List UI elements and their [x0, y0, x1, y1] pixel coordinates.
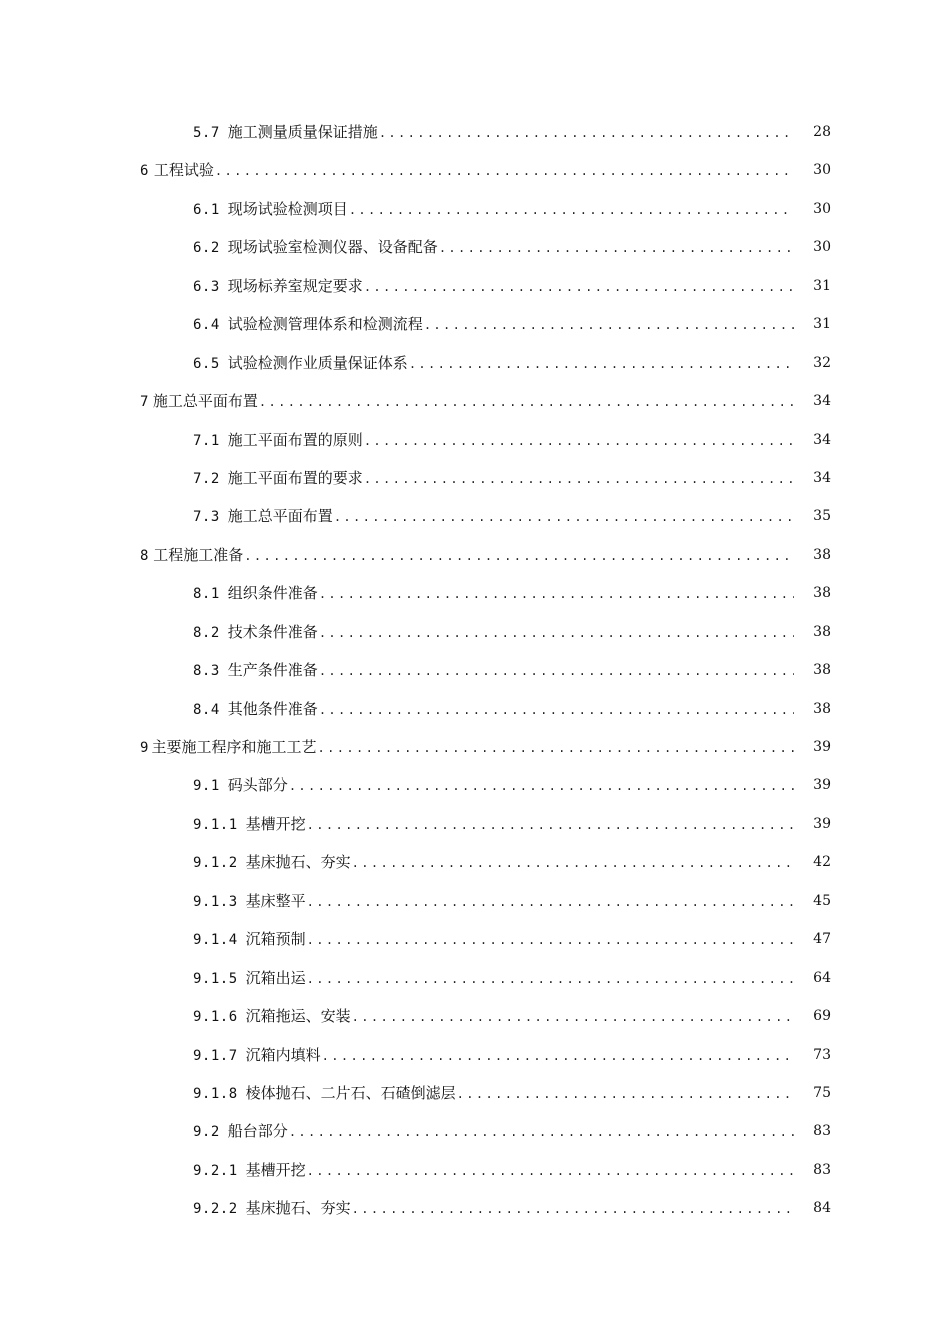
toc-section-number: 8.2	[193, 624, 220, 641]
toc-section-number: 9.1	[193, 778, 220, 795]
toc-section-number: 9.2.2	[193, 1201, 238, 1218]
toc-dot-leader	[322, 1044, 794, 1068]
toc-dot-leader	[352, 1005, 794, 1029]
toc-entry[interactable]	[0, 998, 950, 1036]
toc-entry-text	[193, 581, 794, 605]
toc-entry[interactable]	[0, 498, 950, 536]
toc-dot-leader	[352, 1197, 794, 1221]
toc-section-title: 施工测量质量保证措施	[227, 123, 378, 141]
toc-section-number: 8.4	[193, 701, 220, 718]
toc-section-title: 沉箱出运	[245, 968, 306, 987]
toc-entry[interactable]	[0, 114, 950, 152]
toc-entry[interactable]	[0, 537, 950, 575]
toc-section-title: 现场试验室检测仪器、设备配备	[227, 238, 438, 257]
toc-entry[interactable]	[0, 575, 950, 613]
toc-section-title: 其他条件准备	[227, 699, 318, 718]
toc-entry[interactable]	[0, 1037, 950, 1075]
toc-section-title: 基槽开挖	[245, 814, 306, 833]
toc-entry[interactable]	[0, 1190, 950, 1228]
toc-entry-text	[193, 197, 794, 221]
toc-section-number: 9.1.6	[193, 1009, 238, 1026]
toc-entry[interactable]	[0, 652, 950, 690]
toc-dot-leader	[439, 236, 794, 260]
toc-section-number: 8	[140, 547, 149, 564]
toc-dot-leader	[319, 582, 794, 606]
toc-entry-text	[193, 658, 794, 682]
toc-entry[interactable]	[0, 422, 950, 460]
toc-section-number: 6.1	[193, 201, 220, 218]
toc-section-title: 基槽开挖	[245, 1160, 306, 1179]
toc-section-title: 现场试验检测项目	[227, 199, 348, 218]
toc-section-title: 施工平面布置的原则	[227, 430, 363, 449]
toc-entry-text	[140, 735, 794, 759]
toc-section-number: 9.1.1	[193, 816, 238, 833]
toc-page-number: 39	[813, 815, 831, 832]
toc-dot-leader	[289, 774, 794, 798]
toc-section-title: 船台部分	[227, 1122, 288, 1141]
toc-page-number: 35	[813, 508, 831, 525]
table-of-contents	[0, 114, 950, 1229]
toc-page-number: 34	[813, 393, 831, 410]
toc-section-number: 9.1.5	[193, 970, 238, 987]
toc-page-number: 64	[813, 969, 831, 986]
toc-section-title: 主要施工程序和施工工艺	[151, 738, 317, 756]
toc-page-number: 38	[813, 662, 831, 679]
toc-page-number: 47	[813, 931, 831, 948]
toc-page-number: 38	[813, 585, 831, 602]
toc-dot-leader	[244, 544, 794, 568]
toc-section-number: 6.2	[193, 240, 220, 257]
toc-section-title: 基床整平	[245, 891, 306, 910]
toc-entry[interactable]	[0, 614, 950, 652]
toc-entry[interactable]	[0, 960, 950, 998]
toc-entry-text	[193, 697, 794, 721]
toc-dot-leader	[352, 851, 794, 875]
toc-page-number: 30	[813, 200, 831, 217]
toc-entry-text	[193, 312, 794, 336]
toc-entry[interactable]	[0, 152, 950, 190]
toc-entry-text	[193, 1043, 794, 1067]
toc-entry-text	[193, 351, 794, 375]
toc-page-number: 83	[813, 1161, 831, 1178]
toc-section-title: 基床抛石、夯实	[245, 1199, 351, 1218]
toc-dot-leader	[424, 313, 794, 337]
toc-entry[interactable]	[0, 1075, 950, 1113]
toc-section-number: 9.2.1	[193, 1162, 238, 1179]
toc-section-title: 生产条件准备	[227, 661, 318, 680]
toc-dot-leader	[307, 813, 794, 837]
toc-dot-leader	[364, 429, 794, 453]
toc-dot-leader	[457, 1082, 794, 1106]
toc-section-title: 工程试验	[153, 161, 214, 180]
toc-dot-leader	[317, 736, 794, 760]
toc-section-number: 7.3	[193, 509, 220, 526]
toc-section-number: 5.7	[193, 125, 220, 141]
toc-page-number: 84	[813, 1200, 831, 1217]
toc-section-title: 沉箱预制	[245, 930, 306, 949]
toc-page-number: 38	[813, 700, 831, 717]
toc-entry-text	[193, 773, 794, 797]
toc-section-number: 6.4	[193, 317, 220, 334]
toc-entry[interactable]	[0, 883, 950, 921]
toc-entry[interactable]	[0, 729, 950, 767]
toc-section-number: 6	[140, 163, 149, 180]
toc-page-number: 73	[813, 1046, 831, 1063]
toc-entry-text	[193, 235, 794, 259]
toc-entry[interactable]	[0, 1113, 950, 1151]
toc-section-title: 试验检测作业质量保证体系	[227, 353, 408, 372]
toc-entry-text	[193, 850, 794, 874]
toc-page-number: 30	[813, 162, 831, 179]
toc-section-number: 8.3	[193, 663, 220, 680]
toc-entry[interactable]	[0, 1152, 950, 1190]
toc-entry-text	[193, 274, 794, 298]
toc-entry-text	[140, 389, 794, 413]
toc-entry[interactable]	[0, 229, 950, 267]
toc-entry[interactable]	[0, 306, 950, 344]
toc-page-number: 69	[813, 1008, 831, 1025]
toc-entry-text	[193, 120, 794, 144]
toc-page-number: 38	[813, 623, 831, 640]
toc-page-number: 30	[813, 239, 831, 256]
toc-section-title: 施工总平面布置	[227, 507, 333, 526]
toc-entry-text	[140, 158, 794, 182]
toc-section-number: 9.1.4	[193, 932, 238, 949]
toc-entry-text	[193, 1119, 794, 1143]
toc-page-number: 39	[813, 777, 831, 794]
toc-section-number: 7.1	[193, 432, 220, 449]
toc-page-number: 42	[813, 854, 831, 871]
toc-entry-text	[193, 966, 794, 990]
toc-entry[interactable]	[0, 806, 950, 844]
toc-section-title: 码头部分	[227, 776, 288, 795]
toc-page-number: 45	[813, 892, 831, 909]
toc-entry[interactable]	[0, 268, 950, 306]
toc-dot-leader	[379, 121, 794, 145]
toc-section-number: 9.1.8	[193, 1085, 238, 1102]
toc-section-number: 9.1.3	[193, 893, 238, 910]
toc-section-title: 施工平面布置的要求	[227, 468, 363, 487]
toc-page-number: 31	[813, 277, 831, 294]
toc-entry[interactable]	[0, 691, 950, 729]
toc-entry-text	[193, 428, 794, 452]
toc-section-title: 工程施工准备	[153, 545, 244, 564]
toc-entry-text	[193, 1158, 794, 1182]
toc-dot-leader	[349, 198, 794, 222]
toc-page-number: 38	[813, 546, 831, 563]
toc-entry[interactable]	[0, 383, 950, 421]
toc-entry[interactable]	[0, 460, 950, 498]
toc-dot-leader	[307, 1159, 794, 1183]
toc-page-number: 75	[813, 1084, 831, 1101]
toc-section-number: 9.1.7	[193, 1047, 238, 1064]
toc-section-number: 8.1	[193, 586, 220, 603]
toc-section-title: 技术条件准备	[227, 622, 318, 641]
toc-entry-text	[193, 620, 794, 644]
toc-dot-leader	[334, 505, 794, 529]
toc-section-number: 9.1.2	[193, 855, 238, 872]
toc-entry-text	[193, 504, 794, 528]
toc-entry[interactable]	[0, 191, 950, 229]
toc-entry-text	[193, 889, 794, 913]
toc-entry[interactable]	[0, 345, 950, 383]
toc-page-number: 83	[813, 1123, 831, 1140]
toc-section-number: 9.2	[193, 1124, 220, 1141]
toc-page-number: 31	[813, 316, 831, 333]
toc-section-number: 6.3	[193, 278, 220, 295]
toc-dot-leader	[319, 698, 794, 722]
toc-dot-leader	[307, 928, 794, 952]
toc-dot-leader	[307, 890, 794, 914]
toc-section-number: 6.5	[193, 355, 220, 372]
toc-dot-leader	[364, 275, 794, 299]
toc-dot-leader	[289, 1120, 794, 1144]
toc-page-number: 32	[813, 354, 831, 371]
toc-page-number: 34	[813, 469, 831, 486]
toc-section-title: 试验检测管理体系和检测流程	[227, 315, 423, 334]
toc-dot-leader	[307, 967, 794, 991]
toc-entry-text	[193, 1004, 794, 1028]
toc-entry[interactable]	[0, 844, 950, 882]
toc-entry-text	[193, 927, 794, 951]
toc-dot-leader	[259, 390, 794, 414]
toc-entry-text	[193, 1196, 794, 1220]
toc-entry[interactable]	[0, 921, 950, 959]
toc-entry-text	[193, 466, 794, 490]
toc-section-title: 沉箱内填料	[245, 1045, 321, 1064]
toc-entry[interactable]	[0, 767, 950, 805]
toc-page-number: 34	[813, 431, 831, 448]
toc-dot-leader	[319, 621, 794, 645]
toc-dot-leader	[319, 659, 794, 683]
toc-section-title: 施工总平面布置	[152, 392, 258, 411]
toc-dot-leader	[364, 467, 794, 491]
toc-section-number: 7	[140, 394, 149, 411]
toc-dot-leader	[215, 159, 794, 183]
toc-entry-text	[193, 812, 794, 836]
toc-entry-text	[140, 543, 794, 567]
toc-entry-text	[193, 1081, 794, 1105]
toc-dot-leader	[409, 352, 794, 376]
toc-section-title: 现场标养室规定要求	[227, 276, 363, 295]
toc-section-title: 基床抛石、夯实	[245, 853, 351, 872]
toc-section-title: 组织条件准备	[227, 584, 318, 603]
toc-section-number: 7.2	[193, 470, 220, 487]
toc-page-number: 39	[813, 739, 831, 755]
toc-page-number: 28	[813, 124, 831, 140]
toc-section-title: 沉箱拖运、安装	[245, 1007, 351, 1026]
toc-section-title: 棱体抛石、二片石、石碴倒滤层	[245, 1083, 456, 1102]
toc-section-number: 9	[140, 740, 149, 756]
